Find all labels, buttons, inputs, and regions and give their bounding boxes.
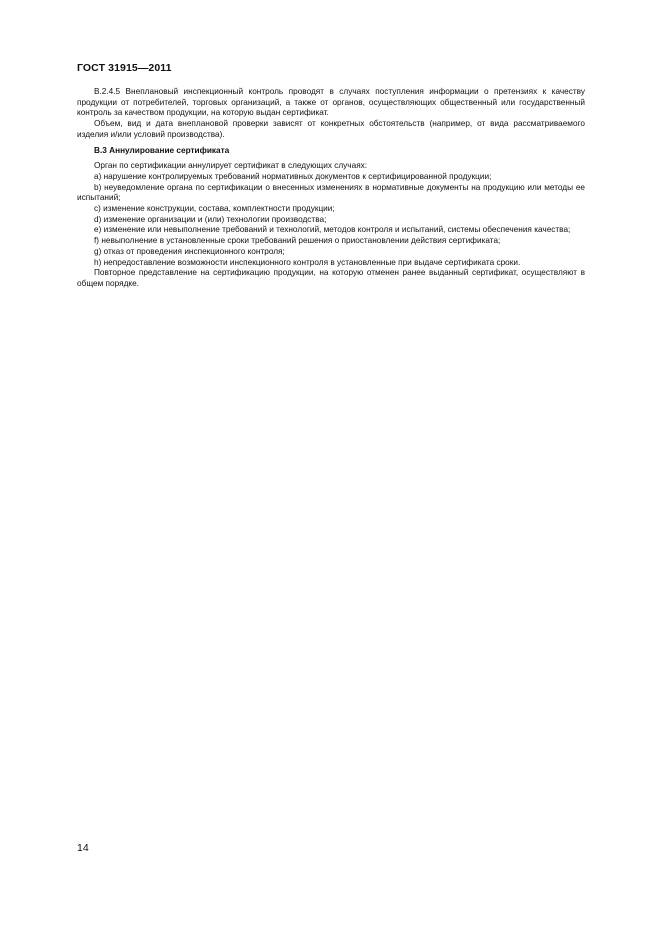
paragraph-scope: Объем, вид и дата внеплановой проверки зависят от конкретных обстоятельств (например, от вида рассматриваемого изделия и/или условий производства). — [77, 119, 585, 139]
paragraph-b245: В.2.4.5 Внеплановый инспекционный контроль проводят в случаях поступления информации о претензиях к качеству продукции от потребителей, торговых организаций, а также от органов, осуществляющих общественный или государственный контроль за качеством продукции, на которую выдан сертификат. — [77, 87, 585, 118]
paragraph-intro: Орган по сертификации аннулирует сертификат в следующих случаях: — [94, 161, 368, 171]
list-item: e) изменение или невыполнение требований и технологий, методов контроля и испытаний, системы обеспечения качества; — [94, 225, 571, 235]
section-heading: В.3 Аннулирование сертификата — [94, 145, 230, 155]
list-item: а) нарушение контролируемых требований нормативных документов к сертифицированной продукции; — [94, 171, 492, 181]
list-item: f) невыполнение в установленные сроки требований решения о приостановлении действия сертификата; — [94, 236, 501, 246]
list-item: d) изменение организации и (или) технологии производства; — [94, 214, 327, 224]
document-body — [77, 87, 585, 290]
list-item: b) неуведомление органа по сертификации о внесенных изменениях в нормативные документы на продукцию или методы ее испытаний; — [77, 182, 585, 203]
page-number: 14 — [77, 842, 89, 854]
document-header: ГОСТ 31915—2011 — [77, 62, 172, 74]
list-item: g) отказ от проведения инспекционного контроля; — [94, 246, 285, 256]
list-item: h) непредоставление возможности инспекционного контроля в установленные при выдаче сертификата сроки. — [94, 257, 521, 267]
paragraph-resubmission: Повторное представление на сертификацию продукции, на которую отменен ранее выданный сертификат, осуществляют в общем порядке. — [77, 268, 585, 288]
list-item: c) изменение конструкции, состава, комплектности продукции; — [94, 204, 335, 214]
